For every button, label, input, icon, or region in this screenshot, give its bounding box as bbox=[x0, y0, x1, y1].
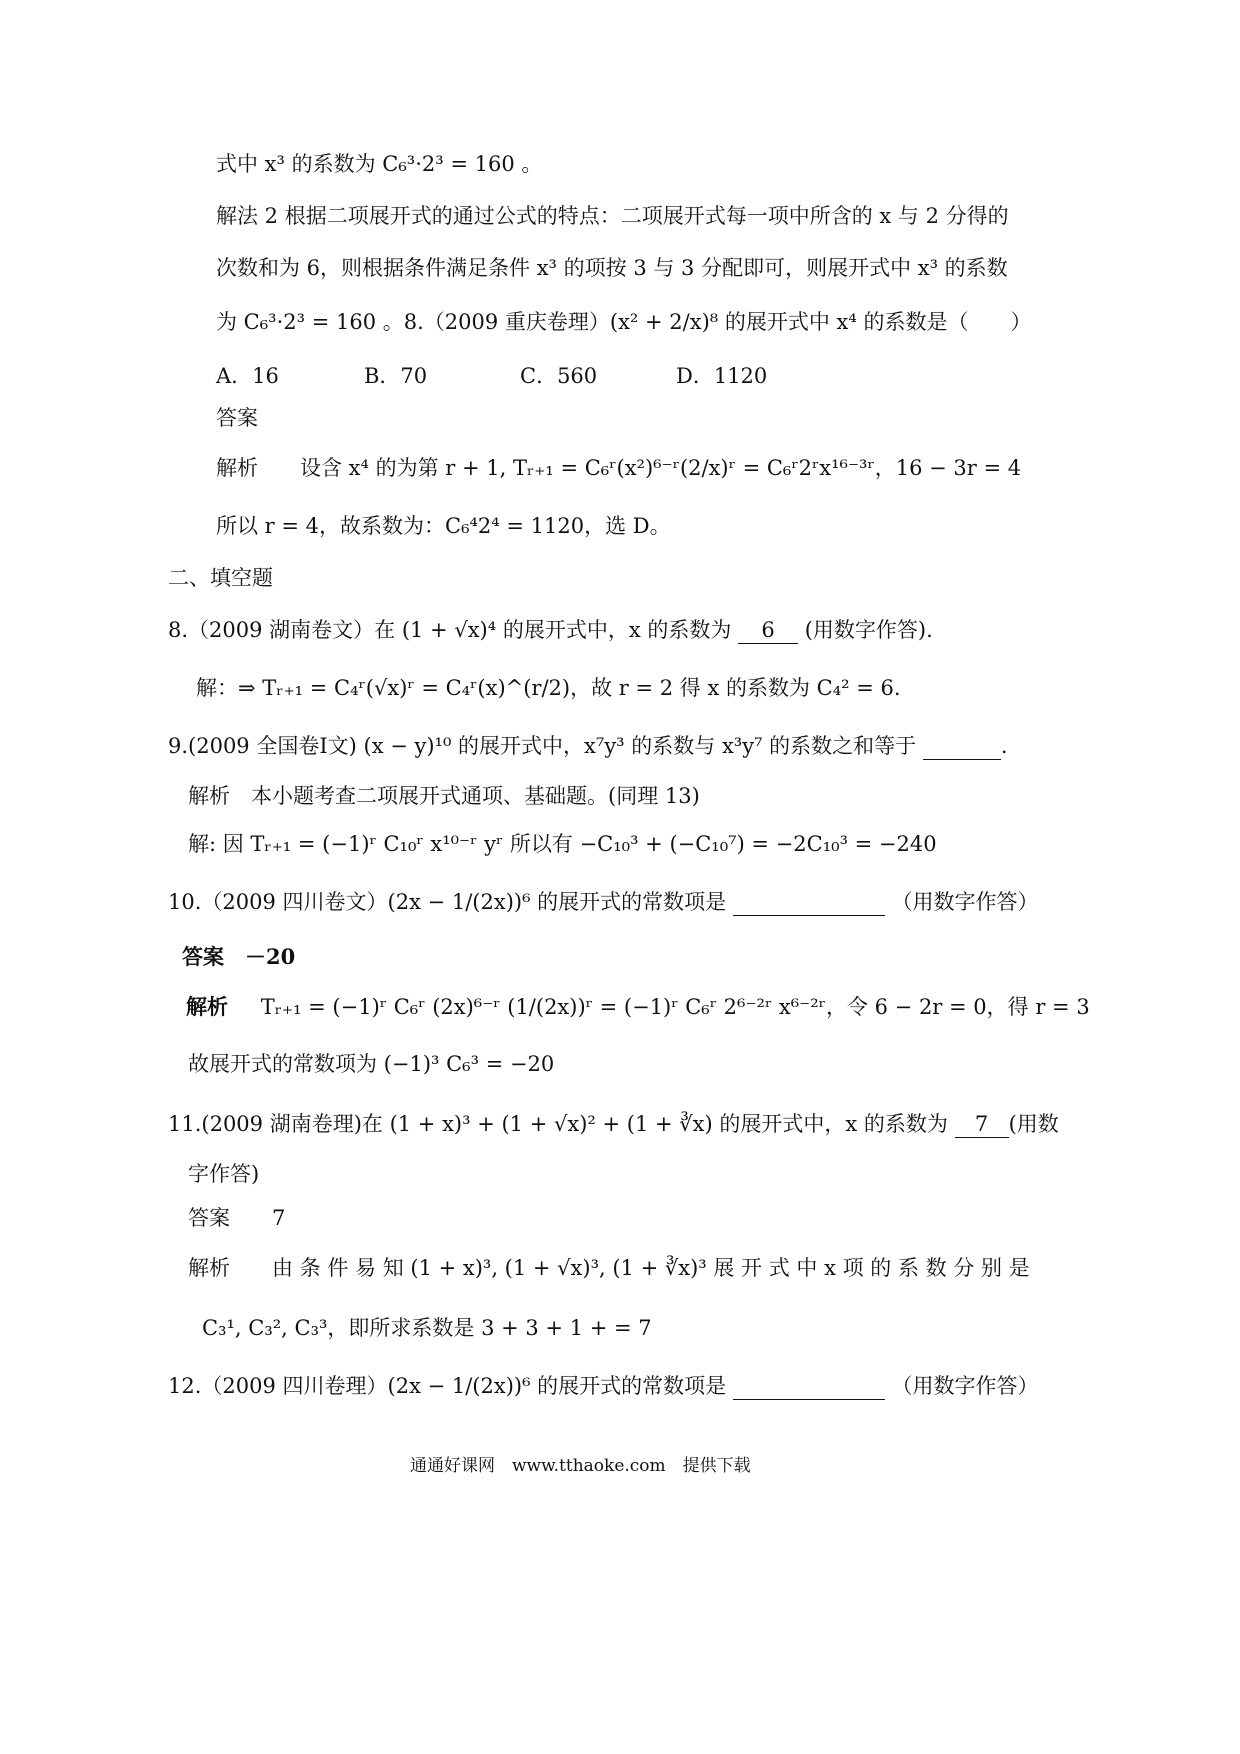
option-b: B．70 bbox=[364, 364, 428, 388]
question-note: (用数字作答). bbox=[804, 618, 933, 642]
question-text: 11.(2009 湖南卷理)在 (1 + x)³ + (1 + √x)² + (1 + ∛x) 的展开式中，x 的系数为 bbox=[168, 1112, 948, 1136]
question-9 bbox=[168, 734, 1008, 760]
answer-blank: 6 bbox=[738, 618, 798, 644]
solution-line: 次数和为 6，则根据条件满足条件 x³ 的项按 3 与 3 分配即可，则展开式中 x³ 的系数 bbox=[216, 256, 1008, 280]
answer-blank bbox=[923, 734, 1001, 760]
question-text: 9.(2009 全国卷Ⅰ文) (x − y)¹⁰ 的展开式中，x⁷y³ 的系数与 x³y⁷ 的系数之和等于 bbox=[168, 734, 917, 758]
question-note: 字作答) bbox=[188, 1162, 260, 1186]
question-8 bbox=[168, 618, 933, 644]
solution-line: 解法 2 根据二项展开式的通过公式的特点：二项展开式每一项中所含的 x 与 2 分得的 bbox=[216, 204, 1009, 228]
question-12 bbox=[168, 1374, 1039, 1400]
question-note: （用数字作答） bbox=[891, 1374, 1039, 1398]
analysis-line: C₃¹, C₃², C₃³，即所求系数是 3 + 3 + 1 + = 7 bbox=[202, 1316, 652, 1340]
option-c: C．560 bbox=[520, 364, 598, 388]
option-a: A．16 bbox=[216, 364, 279, 388]
question-end: . bbox=[1000, 734, 1008, 758]
question-11 bbox=[168, 1112, 1059, 1138]
answer-line: 答案 7 bbox=[188, 1206, 286, 1230]
section-heading: 二、填空题 bbox=[168, 566, 273, 590]
question-note: （用数字作答） bbox=[891, 890, 1039, 914]
solution-line: 故展开式的常数项为 (−1)³ C₆³ = −20 bbox=[188, 1052, 555, 1076]
analysis-line: 解析 由 条 件 易 知 (1 + x)³, (1 + √x)³, (1 + ∛x)³ 展 开 式 中 x 项 的 系 数 分 别 是 bbox=[188, 1256, 1030, 1280]
analysis-line: 所以 r = 4，故系数为：C₆⁴2⁴ = 1120，选 D。 bbox=[216, 514, 671, 538]
question-line: 为 C₆³·2³ = 160 。8.（2009 重庆卷理）(x² + 2/x)⁸ 的展开式中 x⁴ 的系数是（ ） bbox=[216, 310, 1032, 334]
solution-line: 解: 因 Tᵣ₊₁ = (−1)ʳ C₁₀ʳ x¹⁰⁻ʳ yʳ 所以有 −C₁₀³ + (−C₁₀⁷) = −2C₁₀³ = −240 bbox=[188, 832, 937, 856]
answer-blank bbox=[733, 1374, 885, 1400]
analysis-label: 解析 bbox=[186, 994, 228, 1019]
question-text: 12.（2009 四川卷理）(2x − 1/(2x))⁶ 的展开式的常数项是 bbox=[168, 1374, 727, 1398]
page-footer: 通通好课网 www.tthaoke.com 提供下载 bbox=[410, 1456, 751, 1476]
question-10 bbox=[168, 890, 1039, 916]
option-d: D．1120 bbox=[676, 364, 768, 388]
solution-line: 式中 x³ 的系数为 C₆³·2³ = 160 。 bbox=[216, 152, 543, 176]
answer-blank: 7 bbox=[955, 1112, 1009, 1138]
question-text: 10.（2009 四川卷文）(2x − 1/(2x))⁶ 的展开式的常数项是 bbox=[168, 890, 727, 914]
analysis-line: 解析 设含 x⁴ 的为第 r + 1, Tᵣ₊₁ = C₆ʳ(x²)⁶⁻ʳ(2/x)ʳ = C₆ʳ2ʳx¹⁶⁻³ʳ，16 − 3r = 4 bbox=[216, 456, 1022, 480]
answer-label: 答案 bbox=[216, 406, 258, 430]
analysis-line bbox=[186, 994, 1090, 1020]
question-text: 8.（2009 湖南卷文）在 (1 + √x)⁴ 的展开式中，x 的系数为 bbox=[168, 618, 732, 642]
solution-line: 解：⇒ Tᵣ₊₁ = C₄ʳ(√x)ʳ = C₄ʳ(x)^(r/2)，故 r = 2 得 x 的系数为 C₄² = 6. bbox=[196, 676, 901, 700]
analysis-line: 解析 本小题考查二项展开式通项、基础题。(同理 13) bbox=[188, 784, 700, 808]
answer-blank bbox=[733, 890, 885, 916]
answer-line: 答案 －20 bbox=[182, 944, 296, 969]
question-note: (用数 bbox=[1008, 1112, 1059, 1136]
analysis-formula: Tᵣ₊₁ = (−1)ʳ C₆ʳ (2x)⁶⁻ʳ (1/(2x))ʳ = (−1)ʳ C₆ʳ 2⁶⁻²ʳ x⁶⁻²ʳ，令 6 − 2r = 0，得 r = 3 bbox=[260, 995, 1090, 1019]
